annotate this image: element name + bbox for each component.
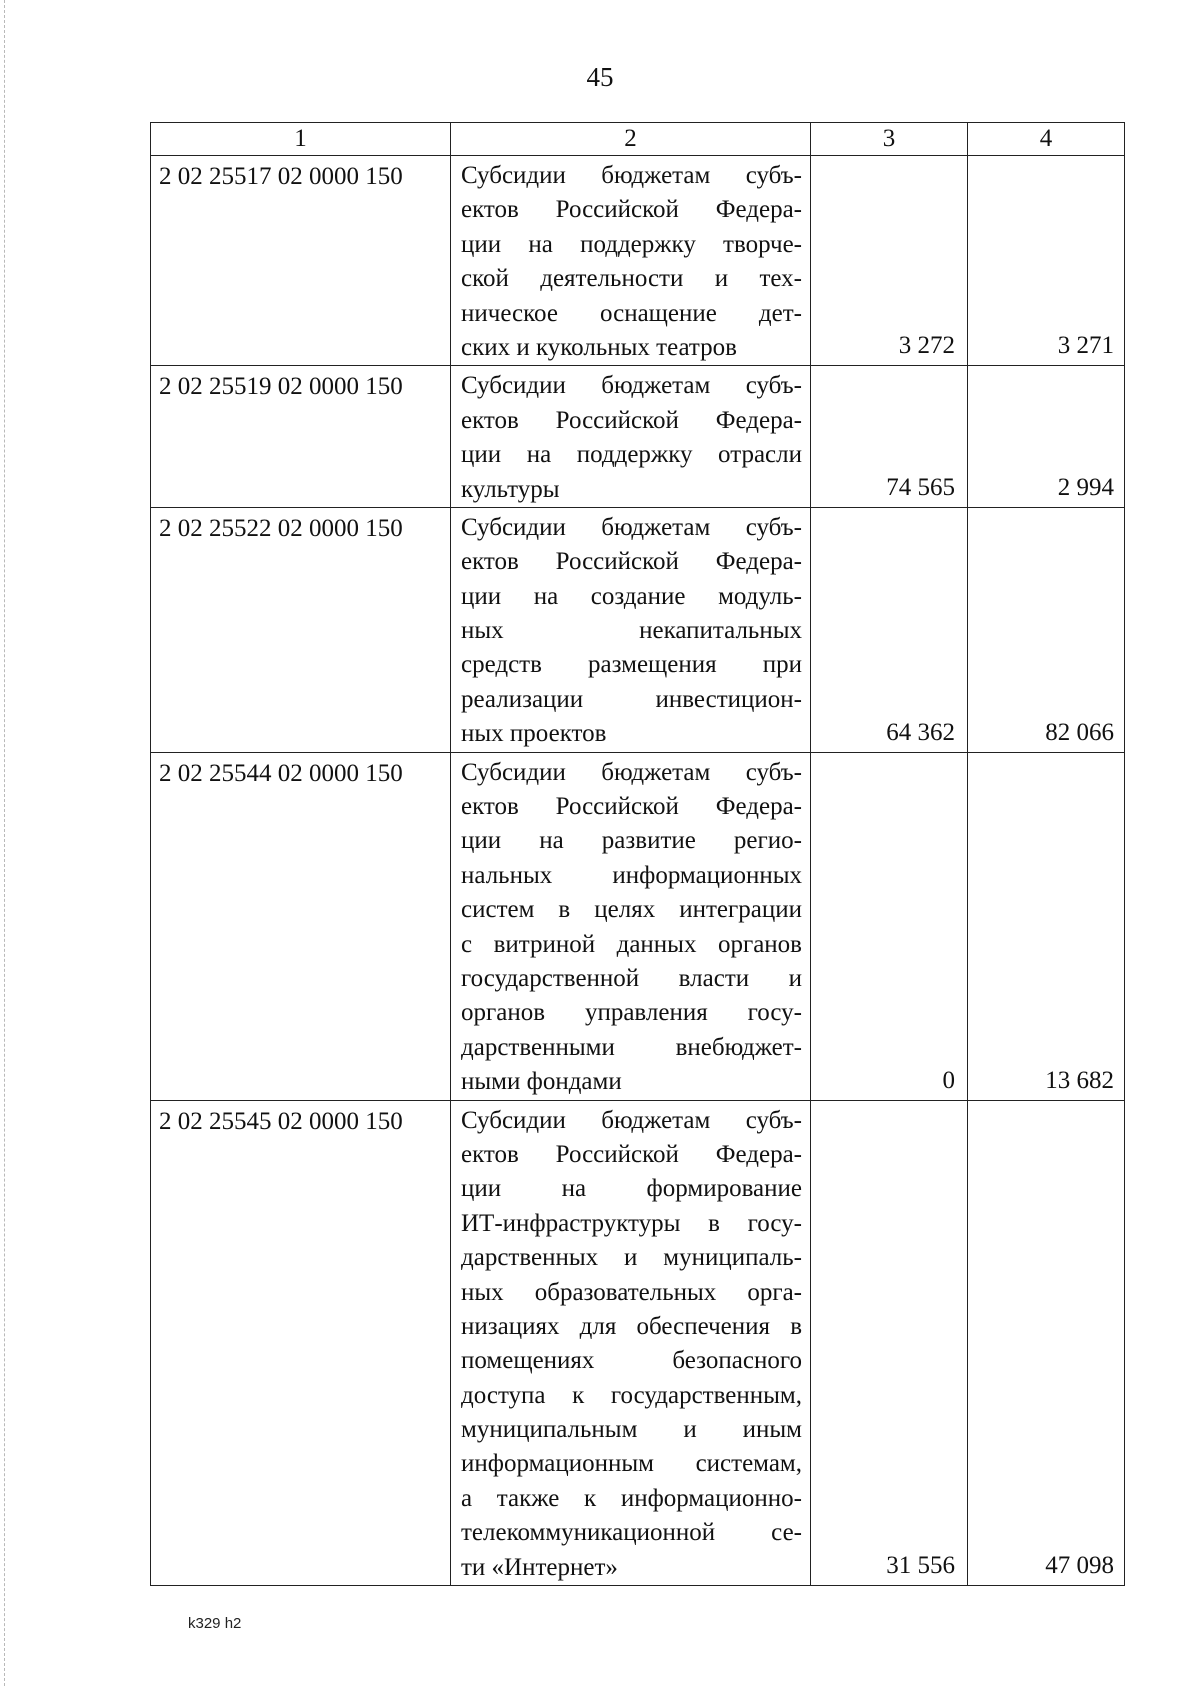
- description-line: помещениях безопасного: [461, 1347, 802, 1375]
- description-line: ных проектов: [461, 720, 607, 748]
- description-line: культуры: [461, 475, 560, 503]
- description-line: ции на поддержку творче-: [461, 230, 802, 258]
- row-description: [451, 156, 811, 366]
- row-code: 2 02 25544 02 0000 150: [151, 752, 451, 1100]
- description-line: ской деятельности и тех-: [461, 265, 802, 293]
- page-number: 45: [586, 62, 614, 92]
- description-line: ции на создание модуль-: [461, 582, 802, 610]
- description-line: реализации инвестицион-: [461, 685, 802, 713]
- row-description: [451, 752, 811, 1100]
- row-value-col4: 3 271: [968, 156, 1125, 366]
- description-line: ции на развитие регио-: [461, 827, 802, 855]
- description-line: органов управления госу-: [461, 999, 802, 1027]
- table-row: [151, 366, 1125, 508]
- description-line: ектов Российской Федера-: [461, 548, 802, 576]
- column-header-1: 1: [151, 123, 451, 156]
- description-line: ских и кукольных театров: [461, 333, 737, 361]
- description-line: ции на формирование: [461, 1175, 802, 1203]
- description-line: низациях для обеспечения в: [461, 1312, 802, 1340]
- row-code: 2 02 25517 02 0000 150: [151, 156, 451, 366]
- description-line: ти «Интернет»: [461, 1553, 618, 1581]
- row-value-col3: 64 362: [811, 507, 968, 752]
- table-header-row: [151, 123, 1125, 156]
- description-line: ных образовательных орга-: [461, 1278, 802, 1306]
- description-line: Субсидии бюджетам субъ-: [461, 162, 802, 189]
- description-line: ными фондами: [461, 1068, 622, 1096]
- description-line: Субсидии бюджетам субъ-: [461, 758, 802, 786]
- description-line: муниципальным и иным: [461, 1416, 802, 1444]
- description-line: ектов Российской Федера-: [461, 793, 802, 821]
- description-line: дарственными внебюджет-: [461, 1033, 802, 1061]
- table-row: [151, 1100, 1125, 1585]
- row-value-col3: 0: [811, 752, 968, 1100]
- description-line: ектов Российской Федера-: [461, 406, 802, 434]
- description-line: ных некапитальных: [461, 617, 802, 645]
- row-description: [451, 1100, 811, 1585]
- row-value-col4: 2 994: [968, 366, 1125, 508]
- description-line: информационным системам,: [461, 1450, 802, 1478]
- row-code: 2 02 25522 02 0000 150: [151, 507, 451, 752]
- description-line: систем в целях интеграции: [461, 896, 802, 924]
- page-left-edge: [4, 0, 5, 1686]
- description-line: ническое оснащение дет-: [461, 299, 802, 327]
- description-line: средств размещения при: [461, 651, 802, 679]
- row-description: [451, 366, 811, 508]
- description-line: ции на поддержку отрасли: [461, 441, 802, 469]
- row-description: [451, 507, 811, 752]
- description-line: Субсидии бюджетам субъ-: [461, 372, 802, 400]
- table-row: [151, 752, 1125, 1100]
- description-line: доступа к государственным,: [461, 1381, 802, 1409]
- row-value-col4: 13 682: [968, 752, 1125, 1100]
- table-row: [151, 507, 1125, 752]
- row-value-col4: 82 066: [968, 507, 1125, 752]
- description-line: ектов Российской Федера-: [461, 1140, 802, 1168]
- row-value-col3: 31 556: [811, 1100, 968, 1585]
- budget-table: [150, 122, 1125, 1586]
- description-line: Субсидии бюджетам субъ-: [461, 1106, 802, 1134]
- description-line: ектов Российской Федера-: [461, 196, 802, 224]
- table-row: [151, 156, 1125, 366]
- description-line: с витриной данных органов: [461, 930, 802, 958]
- column-header-4: 4: [968, 123, 1125, 156]
- description-line: нальных информационных: [461, 861, 802, 889]
- description-line: а также к информационно-: [461, 1484, 802, 1512]
- description-line: Субсидии бюджетам субъ-: [461, 513, 802, 541]
- row-value-col3: 74 565: [811, 366, 968, 508]
- description-line: ИТ-инфраструктуры в госу-: [461, 1209, 802, 1237]
- row-value-col4: 47 098: [968, 1100, 1125, 1585]
- column-header-3: 3: [811, 123, 968, 156]
- description-line: телекоммуникационной се-: [461, 1519, 802, 1547]
- description-line: государственной власти и: [461, 964, 802, 992]
- row-value-col3: 3 272: [811, 156, 968, 366]
- column-header-2: 2: [451, 123, 811, 156]
- description-line: дарственных и муниципаль-: [461, 1244, 802, 1272]
- row-code: 2 02 25519 02 0000 150: [151, 366, 451, 508]
- row-code: 2 02 25545 02 0000 150: [151, 1100, 451, 1585]
- document-footer-code: k329 h2: [188, 1615, 242, 1632]
